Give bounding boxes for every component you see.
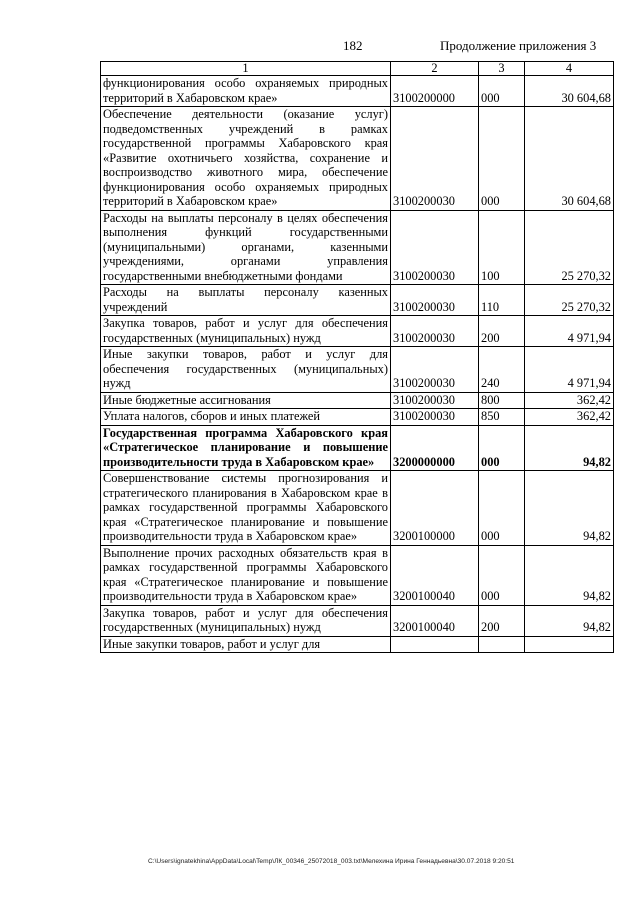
row-target-code: 3100200030 — [391, 107, 479, 211]
row-amount: 30 604,68 — [525, 107, 614, 211]
column-number: 2 — [391, 62, 479, 76]
column-number-row — [101, 62, 614, 76]
row-target-code — [391, 636, 479, 653]
row-expense-type: 850 — [479, 409, 525, 426]
row-target-code: 3200100000 — [391, 471, 479, 546]
row-description: Совершенствование системы прогнозирования и стратегического планирования в Хабаровском крае в рамках государственной программы Хабаровского края «Стратегическое планирование и повышение производительности труда в Хабаровском крае» — [101, 471, 391, 546]
page-number: 182 — [343, 38, 363, 53]
row-expense-type: 800 — [479, 392, 525, 409]
row-expense-type: 000 — [479, 107, 525, 211]
page-header — [0, 38, 640, 56]
row-description: Государственная программа Хабаровского края «Стратегическое планирование и повышение производительности труда в Хабаровском крае» — [101, 425, 391, 471]
row-amount: 94,82 — [525, 471, 614, 546]
row-target-code: 3100200030 — [391, 210, 479, 285]
row-amount: 362,42 — [525, 409, 614, 426]
row-amount — [525, 636, 614, 653]
table-row — [101, 347, 614, 393]
budget-table — [100, 61, 614, 653]
appendix-continuation-label: Продолжение приложения 3 — [440, 38, 597, 53]
row-target-code: 3100200030 — [391, 285, 479, 316]
row-expense-type: 200 — [479, 316, 525, 347]
table-row — [101, 107, 614, 211]
row-amount: 30 604,68 — [525, 76, 614, 107]
row-description: Иные бюджетные ассигнования — [101, 392, 391, 409]
table-row — [101, 285, 614, 316]
table-row — [101, 425, 614, 471]
row-target-code: 3100200000 — [391, 76, 479, 107]
row-expense-type: 000 — [479, 471, 525, 546]
row-target-code: 3200000000 — [391, 425, 479, 471]
row-expense-type: 240 — [479, 347, 525, 393]
row-amount: 362,42 — [525, 392, 614, 409]
table-row — [101, 210, 614, 285]
row-description: Расходы на выплаты персоналу в целях обеспечения выполнения функций государственными (муниципальными) органами, казенными учреждениями, органами управления государственными внебюджетными фондами — [101, 210, 391, 285]
row-amount: 25 270,32 — [525, 285, 614, 316]
row-description: функционирования особо охраняемых природных территорий в Хабаровском крае» — [101, 76, 391, 107]
column-number: 1 — [101, 62, 391, 76]
row-target-code: 3200100040 — [391, 605, 479, 636]
row-description: Обеспечение деятельности (оказание услуг) подведомственных учреждений в рамках государственной программы Хабаровского края «Развитие охотничьего хозяйства, сохранение и воспроизводство животного мира, обеспечение функционирования особо охраняемых природных территорий в Хабаровском крае» — [101, 107, 391, 211]
table-row — [101, 471, 614, 546]
row-description: Закупка товаров, работ и услуг для обеспечения государственных (муниципальных) нужд — [101, 605, 391, 636]
row-target-code: 3200100040 — [391, 545, 479, 605]
row-expense-type: 100 — [479, 210, 525, 285]
table-row — [101, 316, 614, 347]
table-row — [101, 605, 614, 636]
row-amount: 4 971,94 — [525, 347, 614, 393]
row-amount: 94,82 — [525, 425, 614, 471]
row-expense-type: 000 — [479, 425, 525, 471]
table-row — [101, 392, 614, 409]
row-expense-type: 110 — [479, 285, 525, 316]
row-expense-type: 200 — [479, 605, 525, 636]
table-row — [101, 545, 614, 605]
file-path-footer: C:\Users\ignatekhina\AppData\Local\Temp\ЛК_00346_25072018_003.txt\Мелехина Ирина Геннадьевна\30.07.2018 9:20:51 — [148, 858, 515, 865]
row-description: Выполнение прочих расходных обязательств края в рамках государственной программы Хабаровского края «Стратегическое планирование и повышение производительности труда в Хабаровском крае» — [101, 545, 391, 605]
row-amount: 94,82 — [525, 545, 614, 605]
column-number: 3 — [479, 62, 525, 76]
row-description: Иные закупки товаров, работ и услуг для обеспечения государственных (муниципальных) нужд — [101, 347, 391, 393]
row-target-code: 3100200030 — [391, 409, 479, 426]
row-description: Закупка товаров, работ и услуг для обеспечения государственных (муниципальных) нужд — [101, 316, 391, 347]
row-amount: 94,82 — [525, 605, 614, 636]
row-expense-type: 000 — [479, 545, 525, 605]
row-amount: 4 971,94 — [525, 316, 614, 347]
row-description: Иные закупки товаров, работ и услуг для — [101, 636, 391, 653]
table-row — [101, 636, 614, 653]
table-row — [101, 409, 614, 426]
row-target-code: 3100200030 — [391, 347, 479, 393]
row-description: Расходы на выплаты персоналу казенных учреждений — [101, 285, 391, 316]
row-target-code: 3100200030 — [391, 392, 479, 409]
row-expense-type: 000 — [479, 76, 525, 107]
table-row — [101, 76, 614, 107]
row-target-code: 3100200030 — [391, 316, 479, 347]
column-number: 4 — [525, 62, 614, 76]
row-amount: 25 270,32 — [525, 210, 614, 285]
row-description: Уплата налогов, сборов и иных платежей — [101, 409, 391, 426]
row-expense-type — [479, 636, 525, 653]
